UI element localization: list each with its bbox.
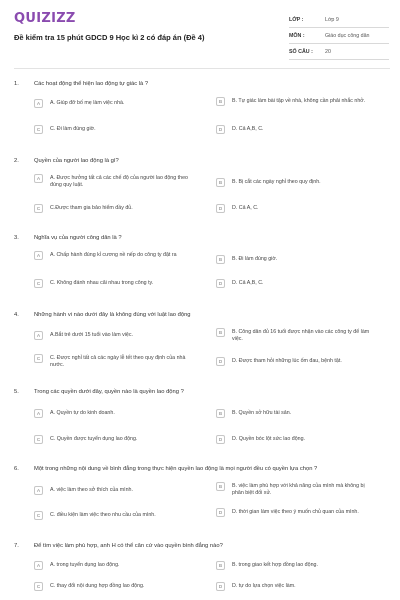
quizizz-logo: QUIZIZZ [14, 11, 76, 26]
option-b[interactable] [216, 179, 376, 187]
option-d[interactable] [216, 436, 376, 444]
option-text: D. thời gian làm việc theo ý muốn chủ quan của mình. [232, 509, 359, 515]
question-item [0, 230, 400, 307]
option-letter-badge: A [34, 174, 43, 183]
option-text: C. Đi làm đúng giờ. [50, 126, 96, 132]
option-a[interactable] [34, 410, 194, 418]
option-text: B. Đi làm đúng giờ. [232, 256, 278, 262]
option-text: D. Quyền bóc lột sức lao động. [232, 436, 306, 442]
option-letter-badge: C [34, 204, 43, 213]
question-item [0, 307, 400, 384]
worksheet-meta [289, 12, 389, 60]
option-d[interactable] [216, 358, 376, 366]
option-letter-badge: C [34, 125, 43, 134]
option-letter-badge: D [216, 279, 225, 288]
option-text: B. việc làm phù hợp với khả năng của mình mà không bị phân biệt đối xử. [232, 483, 365, 496]
option-letter-badge: B [216, 409, 225, 418]
meta-subject-row [289, 28, 389, 44]
option-a[interactable] [34, 487, 194, 495]
option-letter-badge: B [216, 328, 225, 337]
option-text: C. điều kiện làm việc theo nhu cầu của mình. [50, 512, 156, 518]
option-letter-badge: C [34, 279, 43, 288]
option-text: C. Quyền được tuyển dụng lao động. [50, 436, 138, 442]
option-text: A. Quyền tự do kinh doanh. [50, 410, 115, 416]
option-text: B. Bị cắt các ngày nghỉ theo quy định. [232, 179, 321, 185]
option-text: C. Được nghỉ tất cả các ngày lễ tết theo quy định của nhà nước. [50, 355, 186, 368]
question-item [0, 461, 400, 538]
option-a[interactable] [34, 175, 194, 189]
question-item [0, 384, 400, 461]
option-c[interactable] [34, 512, 194, 520]
option-c[interactable] [34, 436, 194, 444]
option-d[interactable] [216, 126, 376, 134]
meta-label: LỚP : [289, 16, 304, 23]
option-letter-badge: B [216, 178, 225, 187]
worksheet-header [0, 0, 400, 70]
question-number: 4. [14, 312, 19, 318]
question-number: 5. [14, 389, 19, 395]
option-b[interactable] [216, 410, 376, 418]
option-text: B. Công dân đủ 16 tuổi được nhận vào các công ty để làm việc. [232, 329, 370, 342]
option-text: A. Giúp đỡ bố mẹ làm việc nhà. [50, 100, 125, 106]
option-d[interactable] [216, 205, 376, 213]
option-a[interactable] [34, 332, 194, 340]
option-letter-badge: D [216, 582, 225, 591]
option-d[interactable] [216, 280, 376, 288]
question-text: Để tìm việc làm phù hợp, anh H có thể căn cứ vào quyền bình đẳng nào? [34, 543, 223, 549]
option-text: D. Cả A,B, C. [232, 126, 264, 132]
option-b[interactable] [216, 483, 376, 497]
option-text: A. Chấp hành đúng kỉ cương nề nếp do công ty đặt ra [50, 252, 177, 258]
meta-value: Lớp 9 [325, 16, 339, 23]
option-b[interactable] [216, 98, 376, 106]
option-letter-badge: B [216, 482, 225, 491]
option-b[interactable] [216, 562, 376, 570]
option-letter-badge: A [34, 561, 43, 570]
option-letter-badge: D [216, 435, 225, 444]
option-letter-badge: A [34, 486, 43, 495]
question-item [0, 153, 400, 230]
option-text: A. việc làm theo sở thích của mình. [50, 487, 133, 493]
option-letter-badge: D [216, 508, 225, 517]
option-text: C.Được tham gia bảo hiểm đầy đủ. [50, 205, 133, 211]
option-c[interactable] [34, 205, 194, 213]
option-b[interactable] [216, 256, 376, 264]
question-text: Quyền của người lao động là gì? [34, 158, 119, 164]
question-number: 3. [14, 235, 19, 241]
option-letter-badge: C [34, 435, 43, 444]
option-letter-badge: B [216, 97, 225, 106]
option-letter-badge: C [34, 582, 43, 591]
question-text: Những hành vi nào dưới đây là không đúng với luật lao động [34, 312, 191, 318]
option-letter-badge: D [216, 125, 225, 134]
meta-value: Giáo dục công dân [325, 32, 370, 39]
option-a[interactable] [34, 100, 194, 108]
option-text: A. Được hưởng tất cả các chế độ của người lao động theo đúng quy luật. [50, 175, 188, 188]
question-text: Nghĩa vụ của người công dân là ? [34, 235, 122, 241]
option-letter-badge: B [216, 561, 225, 570]
option-letter-badge: A [34, 251, 43, 260]
meta-label: MÔN : [289, 32, 305, 39]
option-text: D. Cả A, C. [232, 205, 259, 211]
question-text: Trong các quyền dưới đây, quyền nào là quyền lao động ? [34, 389, 184, 395]
option-text: B. Tự giác làm bài tập về nhà, không cần phải nhắc nhở. [232, 98, 366, 104]
option-text: C. Không đánh nhau cãi nhau trong công ty. [50, 280, 154, 286]
option-letter-badge: A [34, 409, 43, 418]
option-a[interactable] [34, 252, 194, 260]
meta-value: 20 [325, 48, 331, 55]
question-item [0, 538, 400, 600]
question-number: 2. [14, 158, 19, 164]
option-b[interactable] [216, 329, 376, 343]
option-letter-badge: A [34, 331, 43, 340]
option-letter-badge: C [34, 354, 43, 363]
option-text: A.Bắt trẻ dưới 15 tuổi vào làm việc. [50, 332, 133, 338]
question-text: Một trong những nội dung về bình đẳng trong thực hiện quyền lao động là mọi người đều có quyền lựa chọn ? [34, 466, 318, 472]
option-d[interactable] [216, 509, 376, 517]
option-letter-badge: A [34, 99, 43, 108]
option-letter-badge: C [34, 511, 43, 520]
option-c[interactable] [34, 355, 194, 369]
option-text: D. Cả A,B, C. [232, 280, 264, 286]
option-a[interactable] [34, 562, 194, 570]
option-letter-badge: D [216, 204, 225, 213]
question-item [0, 76, 400, 153]
option-c[interactable] [34, 280, 194, 288]
option-c[interactable] [34, 126, 194, 134]
meta-class-row [289, 12, 389, 28]
option-text: B. trong giao kết hợp đồng lao động. [232, 562, 318, 568]
option-letter-badge: B [216, 255, 225, 264]
question-number: 6. [14, 466, 19, 472]
option-letter-badge: D [216, 357, 225, 366]
option-text: A. trong tuyển dụng lao động. [50, 562, 120, 568]
question-number: 7. [14, 543, 19, 549]
header-divider [14, 68, 390, 69]
option-text: C. thay đổi nội dung hợp đồng lao động. [50, 583, 145, 589]
worksheet-title: Đề kiểm tra 15 phút GDCD 9 Học kì 2 có đáp án (Đề 4) [14, 33, 205, 42]
option-c[interactable] [34, 583, 194, 591]
question-text: Các hoạt động thể hiện lao động tự giác là ? [34, 81, 149, 87]
question-list [0, 76, 400, 600]
meta-count-row [289, 44, 389, 60]
option-text: B. Quyền sở hữu tài sản. [232, 410, 292, 416]
option-text: D. tự do lựa chọn việc làm. [232, 583, 296, 589]
option-d[interactable] [216, 583, 376, 591]
option-text: D. Được tham hỏi những lúc ốm đau, bệnh tật. [232, 358, 342, 364]
question-number: 1. [14, 81, 19, 87]
meta-label: SỐ CÂU : [289, 48, 313, 55]
